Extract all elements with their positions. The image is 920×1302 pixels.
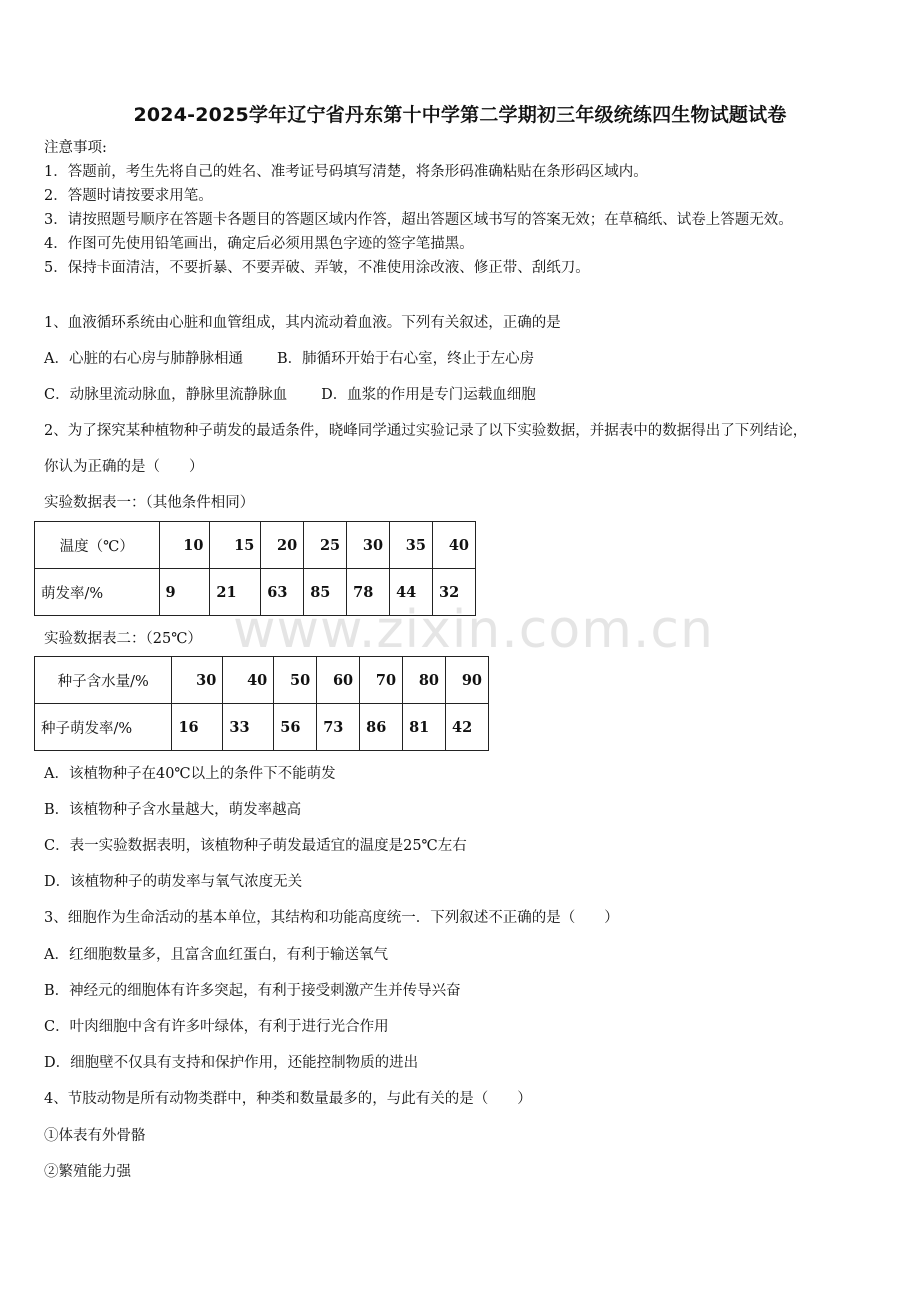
- table-cell: 35: [390, 522, 433, 569]
- table1-row-temperature: [35, 522, 476, 569]
- exam-title: 2024-2025学年辽宁省丹东第十中学第二学期初三年级统练四生物试题试卷: [133, 104, 787, 126]
- q4-item-2: ②繁殖能力强: [44, 1164, 131, 1180]
- table-cell: 50: [274, 657, 317, 704]
- table2-caption: 实验数据表二：（25℃）: [44, 631, 202, 647]
- table-cell: 44: [390, 569, 433, 616]
- table-cell: 9: [159, 569, 210, 616]
- q2-option-d: D．该植物种子的萌发率与氧气浓度无关: [44, 874, 303, 890]
- table-cell: 10: [159, 522, 210, 569]
- q3-option-d: D．细胞壁不仅具有支持和保护作用，还能控制物质的进出: [44, 1055, 419, 1071]
- notice-item-2: 2．答题时请按要求用笔。: [44, 188, 213, 204]
- q2-option-c: C．表一实验数据表明，该植物种子萌发最适宜的温度是25℃左右: [44, 838, 467, 854]
- table2: [34, 656, 489, 751]
- q1-option-b: B．肺循环开始于右心室，终止于左心房: [276, 351, 535, 367]
- q1-stem: 1、血液循环系统由心脏和血管组成，其内流动着血液。下列有关叙述，正确的是: [44, 315, 561, 331]
- table2-row-germination: [35, 704, 489, 751]
- notice-item-5: 5．保持卡面清洁，不要折暴、不要弄破、弄皱，不准使用涂改液、修正带、刮纸刀。: [44, 260, 590, 276]
- table1-header-temperature: 温度（℃）: [35, 522, 160, 569]
- watermark: www.zixin.com.cn: [233, 600, 714, 660]
- q1-option-a: A．心脏的右心房与肺静脉相通: [44, 351, 243, 367]
- notice-heading: 注意事项:: [44, 140, 107, 156]
- notice-item-3: 3．请按照题号顺序在答题卡各题目的答题区域内作答，超出答题区域书写的答案无效；在草稿纸、试卷上答题无效。: [44, 212, 793, 228]
- table2-header-germination: 种子萌发率/%: [35, 704, 172, 751]
- table-cell: 80: [403, 657, 446, 704]
- table-cell: 70: [360, 657, 403, 704]
- table2-header-water-content: 种子含水量/%: [35, 657, 172, 704]
- table-cell: 81: [403, 704, 446, 751]
- q3-option-c: C．叶肉细胞中含有许多叶绿体，有利于进行光合作用: [44, 1019, 389, 1035]
- q4-stem: 4、节肢动物是所有动物类群中，种类和数量最多的，与此有关的是（ ）: [44, 1091, 532, 1107]
- table-cell: 86: [360, 704, 403, 751]
- table2-row-water-content: [35, 657, 489, 704]
- q2-option-b: B．该植物种子含水量越大，萌发率越高: [44, 802, 302, 818]
- q1-option-d: D．血浆的作用是专门运载血细胞: [321, 387, 536, 403]
- table-cell: 78: [347, 569, 390, 616]
- q4-item-1: ①体表有外骨骼: [44, 1128, 146, 1144]
- table-cell: 15: [210, 522, 261, 569]
- q3-option-b: B．神经元的细胞体有许多突起，有利于接受刺激产生并传导兴奋: [44, 983, 461, 999]
- table-cell: 16: [172, 704, 223, 751]
- table-cell: 73: [317, 704, 360, 751]
- table-cell: 42: [446, 704, 489, 751]
- q2-stem-line2: 你认为正确的是（ ）: [44, 459, 204, 475]
- table-cell: 85: [304, 569, 347, 616]
- q2-stem-line1: 2、为了探究某种植物种子萌发的最适条件，晓峰同学通过实验记录了以下实验数据，并据表中的数据得出了下列结论，: [44, 423, 808, 439]
- q1-options-ab: [44, 349, 534, 369]
- table-cell: 63: [261, 569, 304, 616]
- table-cell: 32: [432, 569, 475, 616]
- table-cell: 30: [347, 522, 390, 569]
- notice-item-1: 1．答题前，考生先将自己的姓名、准考证号码填写清楚，将条形码准确粘贴在条形码区域内。: [44, 164, 648, 180]
- q2-option-a: A．该植物种子在40℃以上的条件下不能萌发: [44, 766, 336, 782]
- table-cell: 21: [210, 569, 261, 616]
- table-cell: 40: [432, 522, 475, 569]
- table-cell: 60: [317, 657, 360, 704]
- notice-item-4: 4．作图可先使用铅笔画出，确定后必须用黑色字迹的签字笔描黑。: [44, 236, 474, 252]
- q3-stem: 3、细胞作为生命活动的基本单位，其结构和功能高度统一．下列叙述不正确的是（ ）: [44, 910, 619, 926]
- table1-header-germination: 萌发率/%: [35, 569, 160, 616]
- table-cell: 25: [304, 522, 347, 569]
- table-cell: 20: [261, 522, 304, 569]
- q3-option-a: A．红细胞数量多，且富含血红蛋白，有利于输送氧气: [44, 947, 388, 963]
- table-cell: 30: [172, 657, 223, 704]
- q1-option-c: C．动脉里流动脉血，静脉里流静脉血: [44, 387, 288, 403]
- table-cell: 56: [274, 704, 317, 751]
- table-cell: 40: [223, 657, 274, 704]
- table-cell: 33: [223, 704, 274, 751]
- table-cell: 90: [446, 657, 489, 704]
- q1-options-cd: [44, 385, 536, 405]
- table1-caption: 实验数据表一：（其他条件相同）: [44, 495, 255, 511]
